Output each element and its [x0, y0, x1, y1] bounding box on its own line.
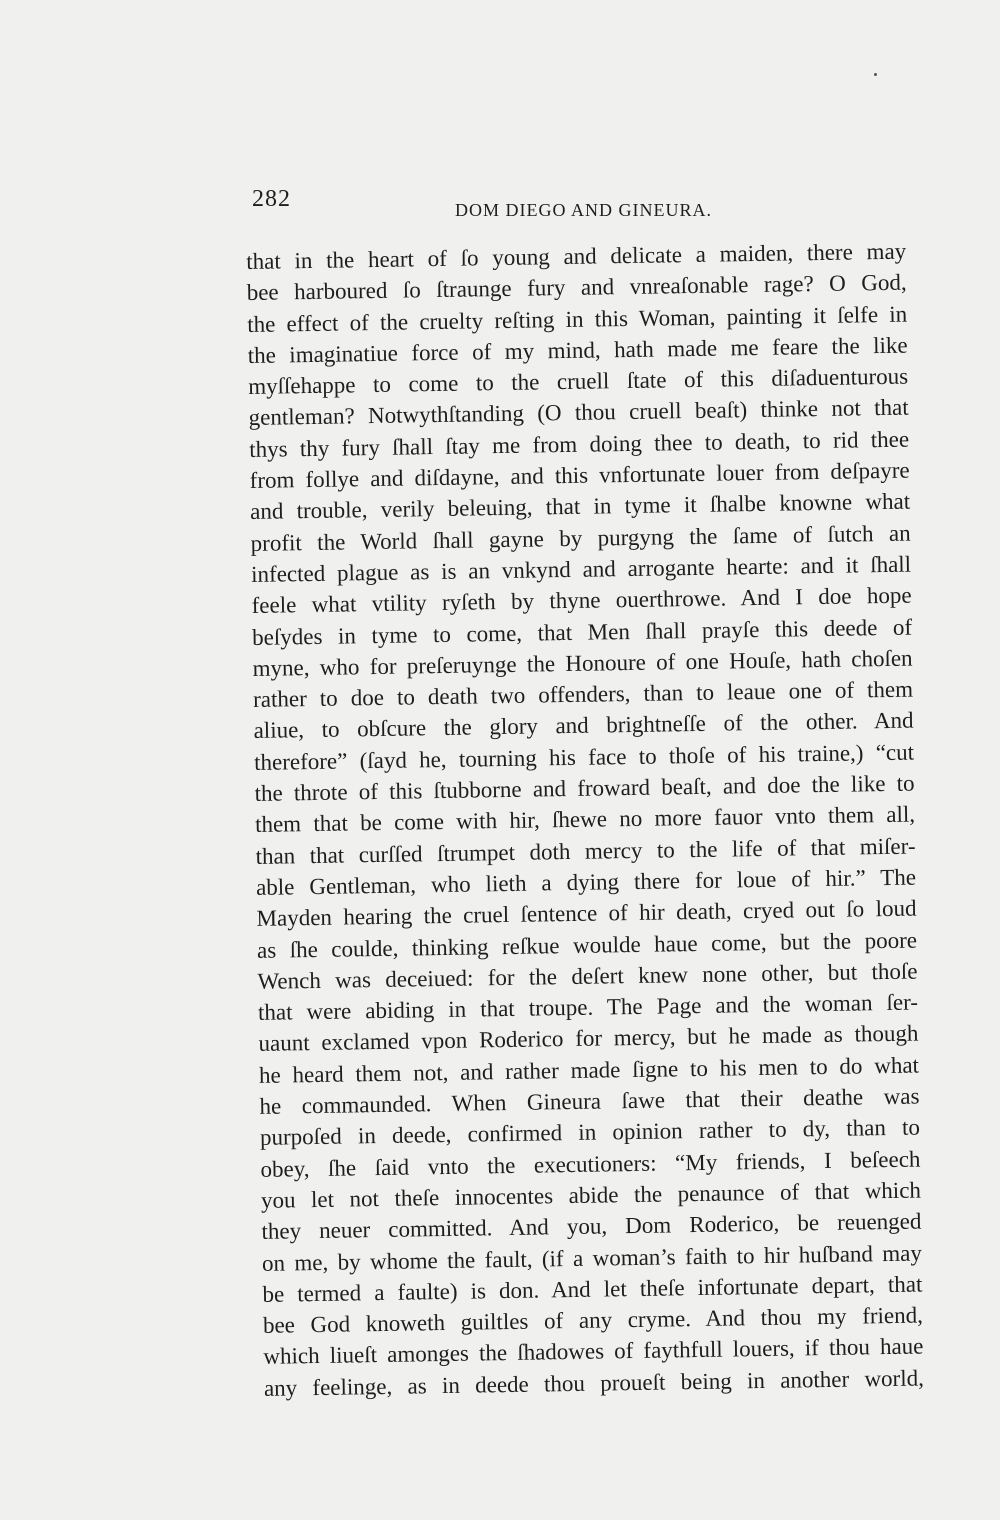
text-line: aliue, to obſcure the glory and brightneſſe of the other. And [253, 708, 914, 744]
text-line: feele what vtility ryſeth by thyne ouerthrowe. And I doe hope [251, 582, 912, 619]
text-line: them that be come with hir, ſhewe no more fauor vnto them all, [254, 801, 916, 838]
text-line: Wench was deceiued: for the deſert knew none other, but thoſe [257, 958, 918, 994]
running-title: DOM DIEGO AND GINEURA. [455, 200, 712, 220]
text-line: Mayden hearing the cruel ſentence of hir death, cryed out ſo loud [256, 895, 917, 932]
page-number: 282 [252, 186, 291, 212]
text-line: be termed a faulte) is don. And let theſe infortunate depart, that [262, 1271, 923, 1307]
text-line: they neuer committed. And you, Dom Roderico, be reuenged [261, 1208, 922, 1245]
text-line: he heard them not, and rather made ſigne to his men to do what [258, 1052, 920, 1088]
text-line: purpoſed in deede, confirmed in opinion rather to dy, than to [259, 1114, 921, 1151]
text-line: that in the heart of ſo young and delicate a maiden, there may [246, 238, 907, 274]
text-line: myſſehappe to come to the cruell ſtate of this diſaduenturous [248, 363, 909, 400]
text-line: myne, who for preſeruynge the Honoure of one Houſe, hath choſen [252, 645, 913, 681]
text-line: bee harboured ſo ſtraunge fury and vnreaſonable rage? O God, [246, 269, 907, 306]
text-line: than that curſſed ſtrumpet doth mercy to the life of that miſer- [255, 833, 916, 869]
text-line: able Gentleman, who lieth a dying there for loue of hir.” The [255, 864, 917, 900]
text-line: infected plague as is an vnkynd and arrogante hearte: and it ſhall [250, 551, 912, 587]
text-line: and trouble, verily beleuing, that in tyme it ſhalbe knowne what [249, 488, 911, 525]
text-line: the throte of this ſtubborne and froward beaſt, and doe the like to [254, 770, 915, 806]
body-text [246, 236, 924, 1404]
text-line: gentleman? Notwythſtanding (O thou cruell beaſt) thinke not that [248, 395, 909, 431]
text-line: any feelinge, as in deede thou proueſt being in another world, [263, 1365, 925, 1401]
text-line: profit the World ſhall gayne by purgyng the ſame of ſutch an [250, 520, 911, 556]
text-line: that were abiding in that troupe. The Page and the woman ſer- [257, 989, 919, 1026]
text-line: obey, ſhe ſaid vnto the executioners: “My friends, I beſeech [260, 1146, 921, 1182]
text-line: you let not theſe innocentes abide the penaunce of that which [260, 1177, 922, 1213]
text-line: from follye and diſdayne, and this vnfortunate louer from deſpayre [249, 457, 910, 494]
text-line: on me, by whome the fault, (if a woman’s faith to hir huſband may [261, 1240, 923, 1276]
text-line: rather to doe to death two offenders, than to leaue one of them [252, 676, 914, 713]
paper-speck [874, 73, 877, 76]
text-line: therefore” (ſayd he, tourning his face to thoſe of his traine,) “cut [253, 739, 915, 775]
text-line: the imaginatiue force of my mind, hath made me feare the like [247, 332, 908, 368]
text-line: thys thy fury ſhall ſtay me from doing thee to death, to rid thee [248, 426, 910, 462]
text-line: uaunt exclamed vpon Roderico for mercy, but he made as though [258, 1020, 919, 1057]
text-line: beſydes in tyme to come, that Men ſhall prayſe this deede of [251, 614, 913, 650]
text-line: which liueſt amonges the ſhadowes of faythfull louers, if thou haue [263, 1333, 924, 1370]
text-line: bee God knoweth guiltles of any cryme. And thou my friend, [262, 1302, 924, 1338]
text-line: as ſhe coulde, thinking reſkue woulde haue come, but the poore [256, 927, 918, 963]
text-line: he commaunded. When Gineura ſawe that their deathe was [259, 1083, 920, 1119]
text-line: the effect of the cruelty reſting in this Woman, painting it ſelfe in [247, 301, 908, 337]
